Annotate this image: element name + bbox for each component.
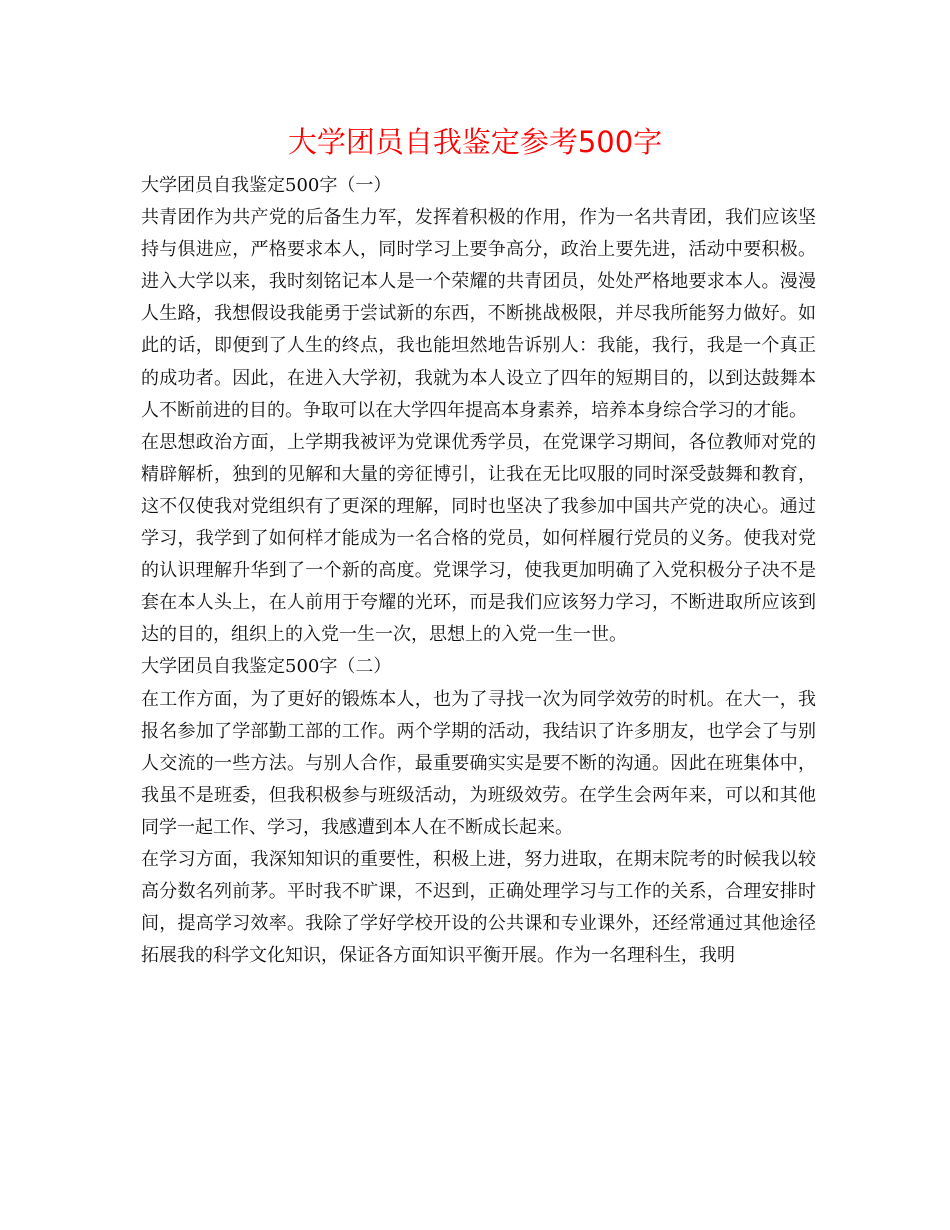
document-body xyxy=(141,170,816,972)
paragraph: 在工作方面，为了更好的锻炼本人，也为了寻找一次为同学效劳的时机。在大一，我报名参加了学部勤工部的工作。两个学期的活动，我结识了许多朋友，也学会了与别人交流的一些方法。与别人合作，最重要确实实是要不断的沟通。因此在班集体中，我虽不是班委，但我积极参与班级活动，为班级效劳。在学生会两年来，可以和其他同学一起工作、学习，我感遭到本人在不断成长起来。 xyxy=(141,688,816,838)
document-title: 大学团员自我鉴定参考500字 xyxy=(287,125,663,159)
section-heading-1: 大学团员自我鉴定500字（一） xyxy=(141,175,392,196)
section-heading-2: 大学团员自我鉴定500字（二） xyxy=(141,656,392,678)
paragraph: 在学习方面，我深知知识的重要性，积极上进，努力进取，在期末院考的时候我以较高分数名列前茅。平时我不旷课，不迟到，正确处理学习与工作的关系，合理安排时间，提高学习效率。我除了学好学校开设的公共课和专业课外，还经常通过其他途径拓展我的科学文化知识，保证各方面知识平衡开展。作为一名理科生，我明 xyxy=(141,848,816,967)
paragraph: 在思想政治方面，上学期我被评为党课优秀学员，在党课学习期间，各位教师对党的精辟解析，独到的见解和大量的旁征博引，让我在无比叹服的同时深受鼓舞和教育，这不仅使我对党组织有了更深的理解，同时也坚决了我参加中国共产党的决心。通过学习，我学到了如何样才能成为一名合格的党员，如何样履行党员的义务。使我对党的认识理解升华到了一个新的高度。党课学习，使我更加明确了入党积极分子决不是套在本人头上，在人前用于夸耀的光环，而是我们应该努力学习，不断进取所应该到达的目的，组织上的入党一生一次，思想上的入党一生一世。 xyxy=(141,431,816,646)
paragraph: 共青团作为共产党的后备生力军，发挥着积极的作用，作为一名共青团，我们应该坚持与俱进应，严格要求本人，同时学习上要争高分，政治上要先进，活动中要积极。进入大学以来，我时刻铭记本人是一个荣耀的共青团员，处处严格地要求本人。漫漫人生路，我想假设我能勇于尝试新的东西，不断挑战极限，并尽我所能努力做好。如此的话，即便到了人生的终点，我也能坦然地告诉别人：我能，我行，我是一个真正的成功者。因此，在进入大学初，我就为本人设立了四年的短期目的，以到达鼓舞本人不断前进的目的。争取可以在大学四年提高本身素养，培养本身综合学习的才能。 xyxy=(141,207,816,421)
